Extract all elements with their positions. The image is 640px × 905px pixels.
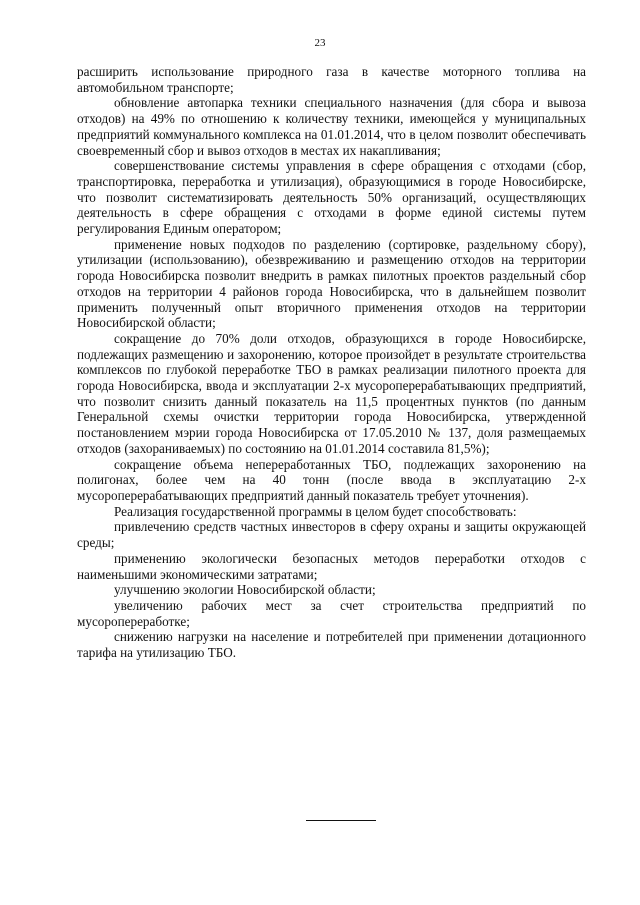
paragraph-2: обновление автопарка техники специального назначения (для сбора и вывоза отходов) на 49% по отношению к количеству техники, имеющейся у муниципальных предприятий коммунального комплекса на 01.01.2014, что в целом позволит обеспечивать своевременный сбор и вывоз отходов в местах их накапливания; (77, 95, 586, 158)
paragraph-7: Реализация государственной программы в целом будет способствовать: (114, 503, 517, 519)
end-of-section-rule (306, 820, 376, 821)
paragraph-12: снижению нагрузки на население и потребителей при применении дотационного тарифа на утилизацию ТБО. (77, 629, 586, 661)
paragraph-3: совершенствование системы управления в сфере обращения с отходами (сбор, транспортировка, переработка и утилизация), образующимися в городе Новосибирске, что позволит систематизировать деятельность 50% организаций, осуществляющих деятельность в сфере обращения с отходами в форме единой системы путем регулирования Единым оператором; (77, 158, 586, 237)
paragraph-8: привлечению средств частных инвесторов в сферу охраны и защиты окружающей среды; (77, 519, 586, 551)
paragraph-1: расширить использование природного газа в качестве моторного топлива на автомобильном транспорте; (77, 64, 586, 95)
paragraph-4: применение новых подходов по разделению (сортировке, раздельному сбору), утилизации (использованию), обезвреживанию и размещению отходов на территории города Новосибирска позволит внедрить в рамках пилотных проектов раздельный сбор отходов на территории 4 районов города Новосибирска, что в дальнейшем позволит применить полученный опыт вторичного применения отходов на территории Новосибирской области; (77, 236, 586, 331)
paragraph-6: сокращение объема непереработанных ТБО, подлежащих захоронению на полигонах, более чем на 40 тонн (после ввода в эксплуатацию 2-х мусороперерабатывающих предприятий данный показатель требует уточнения). (77, 456, 586, 503)
page-body-text (77, 64, 586, 661)
paragraph-9: применению экологически безопасных методов переработки отходов с наименьшими экономическими затратами; (77, 550, 586, 582)
paragraph-5: сокращение до 70% доли отходов, образующихся в городе Новосибирске, подлежащих размещению и захоронению, которое произойдет в результате строительства комплексов по глубокой переработке ТБО в рамках реализации пилотного проекта для города Новосибирска, ввода и эксплуатации 2-х мусороперерабатывающих предприятий, что позволит снизить данный показатель на 11,5 процентных пунктов (по данным Генеральной схемы очистки территории города Новосибирска, утвержденной постановлением мэрии города Новосибирска от 17.05.2010 № 137, доля размещаемых отходов (захораниваемых) по состоянию на 01.01.2014 составила 81,5%); (77, 330, 586, 456)
page-number: 23 (314, 37, 326, 49)
paragraph-11: увеличению рабочих мест за счет строительства предприятий по мусоропереработке; (77, 597, 586, 629)
paragraph-10: улучшению экологии Новосибирской области; (114, 582, 376, 598)
